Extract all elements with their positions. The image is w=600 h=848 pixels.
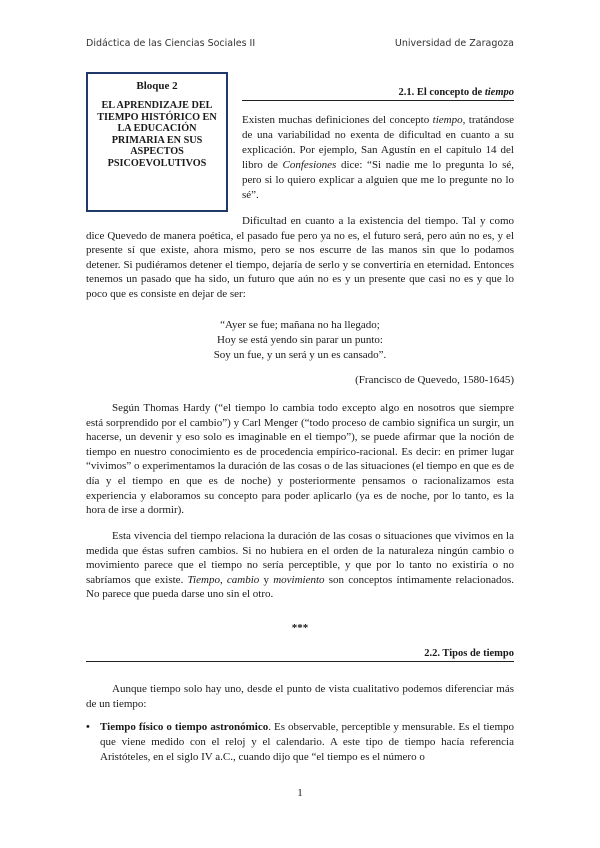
para4-text-1: Esta vivencia del tiempo relaciona la duración de las cosas o situaciones que vivimos en la medida que éstas sufren cambios. Si no hubiera en el orden de la naturaleza ningún cambio o movimiento parece que el tiempo no sería perceptible, y que por lo tanto no existiría o no sabríamos que existe. [86,530,514,586]
block-label: Bloque 2 [136,80,178,92]
poem-line: Hoy se está yendo sin parar un punto: [217,334,383,346]
paragraph-hardy-menger: Según Thomas Hardy (“el tiempo lo cambia todo excepto algo en nosotros que siempre está sorprendido por el cambio”) y Carl Menger (“todo proceso de cambio significa un surgir, un hacerse, un devenir y eso solo es imaginable en el tiempo”), se puede afirmar que la noción de tiempo en nuestro conocimiento es de procedencia empírico-racional. Es decir: en primer lugar “vivimos” o experimentamos la duración de las cosas o de las situaciones (el tiempo en que es de día y el tiempo en que es de noche) y posteriormente pensamos o racionalizamos esta experiencia y elaboramos su concepto para poder aplicarlo (ya es de noche, por lo tanto, es la hora de irse a dormir). [86,402,514,517]
para4-text-2: y [259,573,274,586]
section-separator: *** [291,622,309,634]
paragraph-vivencia [86,529,514,602]
paragraph-quevedo: Dificultad en cuanto a la existencia del tiempo. Tal y como dice Quevedo de manera poética, el pasado fue pero ya no es, el futuro será, pero aún no es, y el presente sí que existe, ahora mismo, pero se nos escurre de las manos sin que lo podamos detener. Si pudiéramos detener el tiempo, dejaría de serlo y se convertiría en eternidad. Entonces tenemos un pasado que ha sido, un futuro que aún no es y un presente que casi no es y que lo poco que es consiste en dejar de ser: [86,215,514,300]
intro-text-2: , tratándose de una variabilidad no exenta de dificultad en cuanto a su explicación. Por ejemplo, San Agustín en el capítulo 14 del libro de [242,114,515,171]
header-course: Didáctica de las Ciencias Sociales II [86,38,256,49]
para4-emph-1: Tiempo, cambio [187,573,260,586]
intro-text-1: Existen muchas definiciones del concepto [242,114,433,126]
block-title-box [86,72,228,212]
page-number: 1 [297,787,303,799]
list-item [86,720,514,765]
list-item-body: . Es observable, perceptible y mensurable. Es el tiempo que viene medido con el reloj y el calendario. A este tipo de tiempo hacía referencia Aristóteles, en el siglo IV a.C., cuando dijo que “el tiempo es el número o [100,721,514,763]
para4-text-3: son conceptos íntimamente relacionados. No parece que pueda darse uno sin el otro. [86,573,515,601]
section-heading-prefix: 2.1. El concepto de [398,87,485,98]
poem-quote [86,318,514,363]
intro-emph-tiempo: tiempo [432,114,463,126]
bullet-marker: • [86,721,90,733]
intro-emph-confesiones: Confesiones [282,159,337,171]
para4-emph-2: movimiento [273,573,325,586]
header-university: Universidad de Zaragoza [394,38,514,49]
block-title: EL APRENDIZAJE DEL TIEMPO HISTÓRICO EN LA EDUCACIÓN PRIMARIA EN SUS ASPECTOS PSICOEVOLUTIVOS [97,100,217,169]
poem-citation: (Francisco de Quevedo, 1580-1645) [355,374,514,386]
list-item-text [100,720,514,765]
list-item-term: Tiempo físico o tiempo astronómico [100,721,269,733]
paragraph-tipos-intro: Aunque tiempo solo hay uno, desde el punto de vista cualitativo podemos diferenciar más de un tiempo: [86,683,514,710]
section-heading-concept [242,86,514,101]
intro-paragraph [242,113,514,203]
poem-line: “Ayer se fue; mañana no ha llegado; [220,319,380,331]
section-heading-emph: tiempo [484,87,514,98]
section-heading-types: 2.2. Tipos de tiempo [86,647,514,662]
poem-line: Soy un fue, y un será y un es cansado”. [213,349,387,361]
intro-text-3: dice: “Si nadie me lo pregunta lo sé, pero si lo quiero explicar a alguien que me lo pregunte no lo sé”. [242,159,514,201]
